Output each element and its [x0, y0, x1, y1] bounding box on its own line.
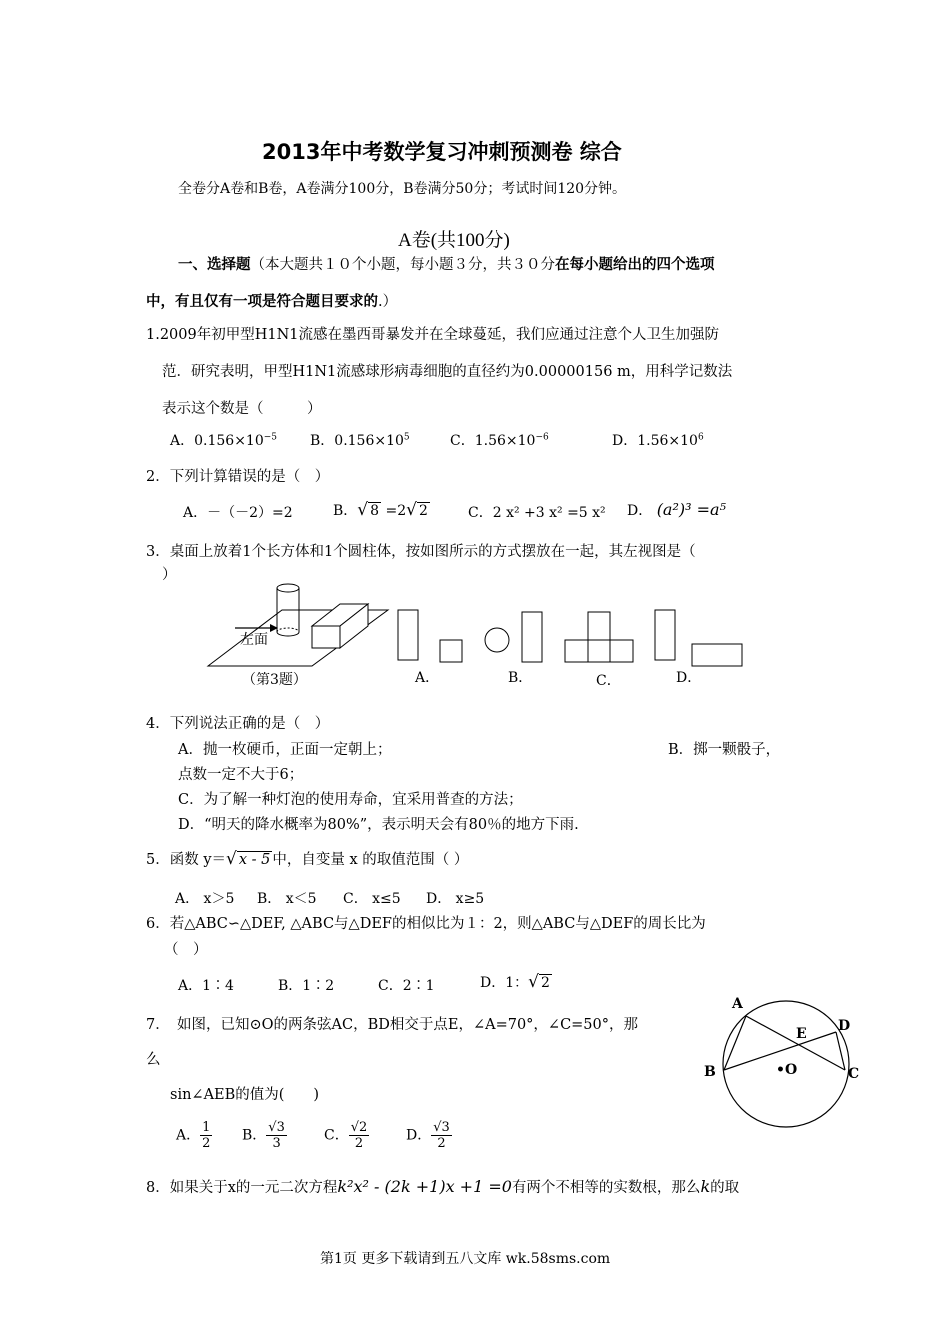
q1-line1: 1.2009年初甲型H1N1流感在墨西哥暴发并在全球蔓延，我们应通过注意个人卫生加强防: [146, 327, 720, 343]
q4-option-b-cont: 点数一定不大于6；: [178, 767, 304, 783]
q7-option-b: [242, 1120, 287, 1151]
q3-option-b: B．: [508, 670, 533, 686]
q3-left-face-label: 左面: [240, 632, 268, 648]
q1-option-b: [310, 430, 410, 450]
q3-option-c: C．: [596, 673, 621, 689]
q2-b-label: B．: [333, 503, 358, 519]
q2-option-a: A．－（－2）=2: [183, 505, 293, 521]
q7-circle-figure: [700, 990, 870, 1130]
q5-option-b: B． x＜5: [257, 891, 317, 907]
q8-pre: 8．如果关于x的一元二次方程: [146, 1180, 338, 1196]
q4-option-d: D．“明天的降水概率为80%”，表示明天会有80％的地方下雨.: [178, 817, 579, 833]
q1-a-base: A．0.156×10: [170, 433, 264, 449]
q7-c-label: C．: [324, 1127, 349, 1144]
q7-b-den: 3: [272, 1136, 281, 1151]
q6-d-label: D．1：: [480, 975, 529, 991]
q1-option-d: [612, 430, 704, 450]
q3-option-d: D．: [676, 670, 702, 686]
q3-option-a: A．: [415, 670, 440, 686]
section-a-heading: A卷(共100分): [398, 230, 510, 251]
q7-c-frac: [349, 1120, 370, 1151]
q6-option-c: C．2∶1: [378, 978, 435, 994]
sqrt-icon: √: [406, 500, 417, 520]
q1-d-base: D．1.56×10: [612, 433, 698, 449]
q3-stem: 3．桌面上放着1个长方体和1个圆柱体，按如图所示的方式摆放在一起，其左视图是（: [146, 544, 696, 560]
q6-option-b: B．1∶2: [278, 978, 335, 994]
q1-line3: 表示这个数是（ ）: [162, 401, 322, 417]
q8-equation: k²x² - (2k +1)x +1 =0: [337, 1177, 512, 1196]
q2-option-d: [627, 500, 726, 520]
part1-desc: （本大题共１０个小题，每小题３分，共３０分: [250, 257, 555, 273]
q2-d-label: D．: [627, 503, 653, 519]
q1-b-exp: 5: [403, 432, 410, 443]
q4-option-c: C．为了解一种灯泡的使用寿命，宜采用普查的方法；: [178, 792, 523, 808]
q7-d-num: √3: [433, 1120, 450, 1135]
q3-stem2: ）: [162, 567, 177, 583]
q1-b-base: B．0.156×10: [310, 433, 404, 449]
q4-option-a: A．抛一枚硬币，正面一定朝上；: [178, 742, 392, 758]
q2-b-rad1: 8: [370, 503, 380, 519]
q1-c-exp: −6: [535, 432, 549, 443]
q1-c-base: C．1.56×10: [450, 433, 536, 449]
q8-k: k: [700, 1177, 711, 1196]
q7-option-d: [406, 1120, 452, 1151]
q7-stem2: 么: [146, 1052, 161, 1068]
q8-stem: [146, 1176, 739, 1197]
q5-rad: x - 5: [238, 852, 271, 868]
part1-title: 一、选择题: [178, 257, 251, 273]
q1-option-c: [450, 430, 549, 450]
part1-tail: .）: [378, 294, 398, 310]
q1-option-a: [170, 430, 277, 450]
q7-point-c: C: [848, 1066, 860, 1082]
q5-option-c: C． x≤5: [343, 891, 401, 907]
q7-b-frac: [266, 1120, 287, 1151]
exam-info: 全卷分A卷和B卷，A卷满分100分，B卷满分50分；考试时间120分钟。: [178, 181, 627, 197]
q7-point-d: D: [838, 1018, 851, 1034]
q7-option-c: [324, 1120, 369, 1151]
part1-header: [178, 253, 715, 274]
q2-b-mid: =2: [381, 503, 407, 519]
q7-d-label: D．: [406, 1127, 432, 1144]
q6-option-a: A．1∶4: [178, 978, 234, 994]
q2-option-c: C．2 x² +3 x² =5 x²: [468, 505, 606, 521]
q7-a-num: 1: [202, 1120, 211, 1135]
q7-stem: 7． 如图，已知⊙O的两条弦AC，BD相交于点E，∠A=70°，∠C=50°，那: [146, 1017, 639, 1033]
q5-option-a: A． x＞5: [175, 891, 235, 907]
q7-d-frac: [431, 1120, 452, 1151]
q1-line2: 范．研究表明，甲型H1N1流感球形病毒细胞的直径约为0.00000156 m，用科学记数法: [162, 364, 733, 380]
page-title: 2013年中考数学复习冲刺预测卷 综合: [262, 140, 622, 164]
q1-a-exp: −5: [263, 432, 278, 443]
q2-b-rad2: 2: [419, 503, 428, 519]
q7-point-e: E: [796, 1026, 807, 1042]
q4-option-b: B．掷一颗骰子，: [668, 742, 781, 758]
part1-bold2: 中，有且仅有一项是符合题目要求的: [146, 294, 378, 310]
q6-stem2: （ ）: [164, 942, 208, 958]
sqrt-icon: √: [226, 849, 237, 869]
q4-stem: 4．下列说法正确的是（ ）: [146, 716, 330, 732]
q7-b-num: √3: [268, 1120, 285, 1135]
q5-option-d: D． x≥5: [426, 891, 485, 907]
q2-stem: 2．下列计算错误的是（ ）: [146, 469, 330, 485]
q7-a-den: 2: [202, 1136, 211, 1151]
part1-header-line2: [146, 290, 397, 311]
q7-stem3: sin∠AEB的值为( ): [170, 1087, 320, 1103]
part1-bold1: 在每小题给出的四个选项: [555, 257, 715, 273]
q7-c-num: √2: [350, 1120, 368, 1135]
sqrt-icon: √: [528, 972, 539, 992]
q5-stem: [146, 848, 468, 869]
page-footer: 第1页 更多下载请到五八文库 wk.58sms.com: [320, 1251, 611, 1267]
q2-d-expr: (a²)³ =a⁵: [656, 500, 726, 519]
q7-d-den: 2: [437, 1136, 446, 1151]
q7-b-label: B．: [242, 1127, 267, 1144]
q2-option-b: [333, 500, 430, 520]
q8-post: 有两个不相等的实数根，那么: [511, 1180, 701, 1196]
sqrt-icon: √: [357, 500, 369, 520]
q7-a-frac: [200, 1120, 212, 1151]
q1-d-exp: 6: [697, 432, 704, 443]
q7-point-b: B: [704, 1064, 716, 1080]
q7-c-den: 2: [354, 1136, 364, 1151]
q5-pre: 5．函数 y＝: [146, 852, 227, 868]
q7-point-a: A: [732, 996, 743, 1012]
q7-a-label: A．: [176, 1127, 201, 1144]
q6-option-d: [480, 972, 552, 992]
q6-d-rad: 2: [540, 975, 550, 991]
q6-stem: 6．若△ABC∽△DEF, △ABC与△DEF的相似比为１：2，则△ABC与△DEF的周长比为: [146, 916, 706, 932]
q7-point-o: •O: [776, 1062, 798, 1078]
q8-tail: 的取: [710, 1180, 740, 1196]
q5-post: 中，自变量 x 的取值范围（ ）: [272, 852, 469, 868]
q3-figure-caption: （第3题）: [242, 672, 307, 688]
q3-figure: [200, 578, 760, 693]
q7-option-a: [176, 1120, 212, 1151]
